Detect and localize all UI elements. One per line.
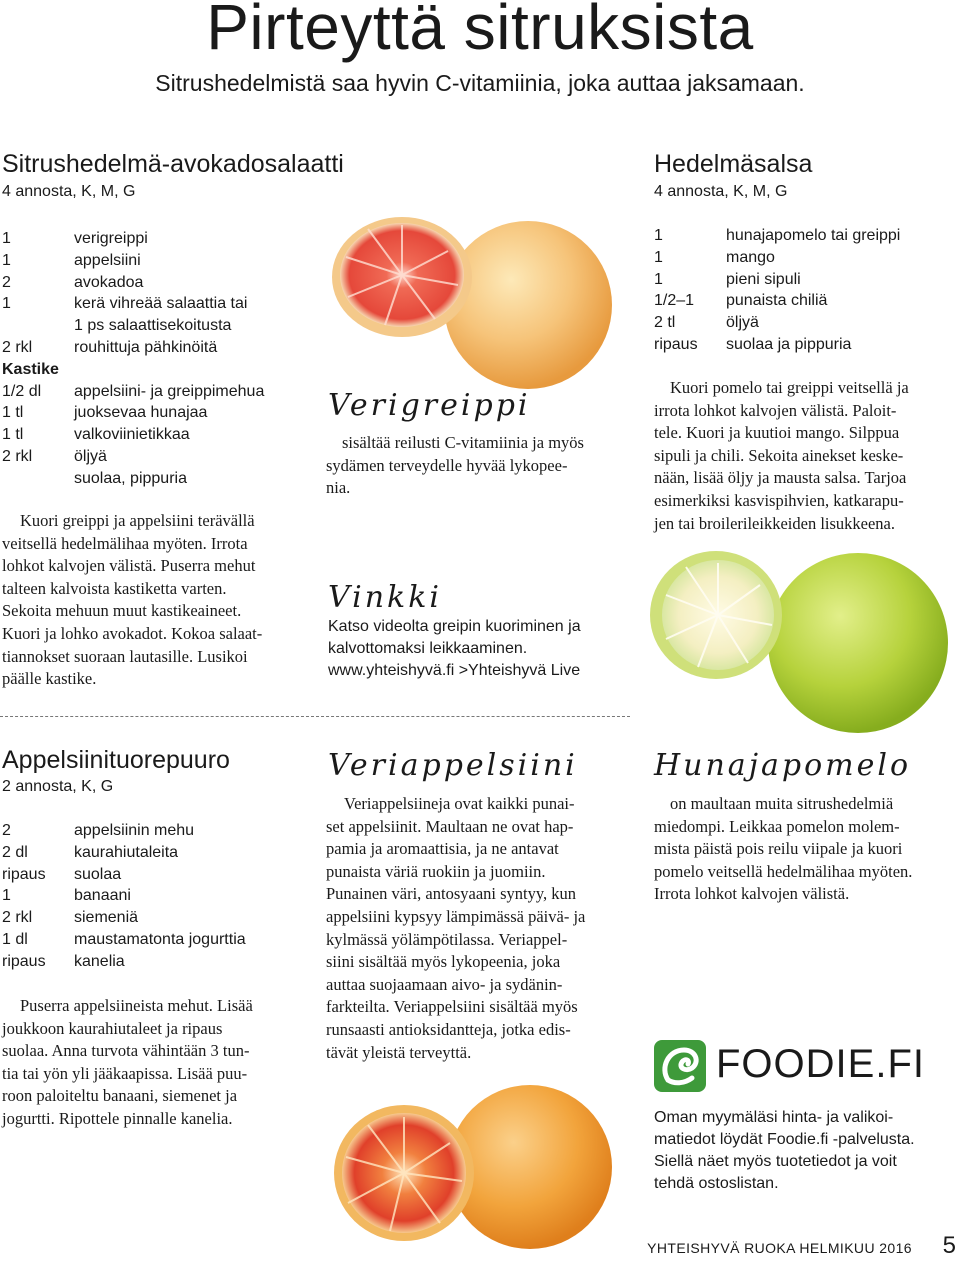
- bloodorange-heading: Veriappelsiini: [328, 748, 578, 783]
- method-line: joukkoon kaurahiutaleet ja ripaus: [2, 1018, 223, 1038]
- ingredient-qty: 1 tl: [2, 426, 24, 444]
- text-line: tehdä ostoslistan.: [654, 1175, 779, 1192]
- text-line: siini sisältää myös lykopeenia, joka: [326, 952, 561, 972]
- ingredient-qty: 2: [2, 273, 11, 291]
- method-line: jogurtti. Ripottele pinnalle kanelia.: [2, 1108, 233, 1128]
- ingredient-row: [2, 468, 312, 490]
- text-line: set appelsiinit. Maultaan ne ovat hap-: [326, 816, 574, 836]
- ingredient-qty: 1: [2, 887, 11, 905]
- ingredient-name: öljyä: [726, 314, 759, 332]
- method-line: Puserra appelsiineista mehut. Lisää: [20, 996, 253, 1015]
- page-number: 5: [942, 1232, 956, 1259]
- ingredient-name: verigreippi: [74, 230, 148, 247]
- text-line: Oman myymäläsi hinta- ja valikoi-: [654, 1109, 894, 1126]
- text-line: punaista väriä ruokiin ja juomiin.: [326, 861, 546, 881]
- method-line: Sekoita mehuun muut kastikeaineet.: [2, 601, 242, 621]
- ingredient-name: kaurahiutaleita: [74, 843, 179, 861]
- text-line: Veriappelsiineja ovat kaikki punai-: [344, 794, 575, 813]
- salsa-meta: 4 annosta, K, M, G: [654, 183, 788, 200]
- whole-pomelo: [768, 553, 948, 733]
- foodie-logo-text: FOODIE.FI: [716, 1042, 925, 1086]
- ingredient-qty: 2 tl: [654, 314, 676, 332]
- ingredient-qty: 1: [2, 230, 11, 247]
- grapefruit-image: [330, 215, 620, 395]
- text-line: pamia ja aromaattisia, ja ne antavat: [326, 839, 559, 859]
- method-line: nään, lisää öljy ja mausta salsa. Tarjoa: [654, 468, 907, 488]
- ingredient-row: [2, 381, 312, 403]
- ingredient-row: [2, 272, 312, 294]
- method-line: tia tai yön yli jääkaapissa. Lisää puu-: [2, 1063, 248, 1083]
- text-line: kalvottomaksi leikkaaminen.: [328, 640, 528, 657]
- foodie-logo-icon: [654, 1040, 706, 1092]
- ingredient-name: kanelia: [74, 952, 125, 970]
- grapefruit-heading: Verigreippi: [328, 388, 531, 423]
- text-line: auttaa suojaamaan aivo- ja sydänin-: [326, 974, 563, 994]
- text-line: nia.: [326, 478, 351, 498]
- ingredient-qty: ripaus: [654, 335, 698, 353]
- foodie-text: [654, 1107, 960, 1195]
- ingredient-name: mango: [726, 248, 775, 266]
- text-line: kylmässä yölämpötilassa. Veriappel-: [326, 929, 568, 949]
- ingredient-name: appelsiinin mehu: [74, 822, 195, 839]
- salad-ingredient-list: [2, 228, 312, 490]
- text-line: on maultaan muita sitrushedelmiä: [670, 794, 894, 813]
- ingredient-row: [2, 929, 312, 951]
- method-line: suolaa. Anna turvota vähintään 3 tun-: [2, 1041, 250, 1061]
- ingredient-qty: 1: [2, 251, 11, 269]
- porridge-title: Appelsiinituorepuuro: [2, 746, 230, 774]
- text-line: matiedot löydät Foodie.fi -palvelusta.: [654, 1131, 915, 1148]
- salad-title: Sitrushedelmä-avokadosalaatti: [2, 150, 344, 178]
- ingredient-qty: 1: [2, 295, 11, 313]
- text-line: sydämen terveydelle hyvää lykopee-: [326, 455, 568, 475]
- porridge-meta: 2 annosta, K, G: [2, 778, 114, 795]
- ingredient-name: 1 ps salaattisekoitusta: [74, 317, 232, 335]
- method-line: päälle kastike.: [2, 669, 97, 689]
- ingredient-row: [2, 228, 312, 250]
- ingredient-name: punaista chiliä: [726, 292, 828, 310]
- section-divider: [0, 716, 630, 717]
- ingredient-name: siemeniä: [74, 909, 139, 927]
- ingredient-row: [654, 290, 954, 312]
- ingredient-qty: 1: [654, 248, 663, 266]
- ingredient-row: [2, 402, 312, 424]
- ingredient-qty: 1: [654, 270, 663, 288]
- ingredient-row: [2, 293, 312, 315]
- method-line: talteen kalvoista kastiketta varten.: [2, 578, 227, 598]
- text-line: Katso videolta greipin kuoriminen ja: [328, 618, 581, 635]
- ingredient-name: maustamatonta jogurttia: [74, 930, 246, 948]
- ingredient-row: [654, 269, 954, 291]
- ingredient-row: [2, 864, 312, 886]
- method-line: irrota lohkot kalvojen välistä. Paloit-: [654, 400, 897, 420]
- ingredient-row: [654, 225, 954, 247]
- ingredient-name: pieni sipuli: [726, 270, 801, 288]
- sauce-header: Kastike: [2, 360, 59, 378]
- ingredient-name: appelsiini: [74, 251, 141, 269]
- ingredient-qty: ripaus: [2, 952, 46, 970]
- ingredient-qty: 2 rkl: [2, 447, 33, 465]
- ingredient-qty: 2: [2, 822, 11, 839]
- salsa-title: Hedelmäsalsa: [654, 150, 813, 178]
- text-line: Irrota lohkot kalvojen välistä.: [654, 884, 850, 904]
- ingredient-qty: 2 dl: [2, 843, 28, 861]
- tip-heading: Vinkki: [328, 580, 443, 615]
- pomelo-image: [648, 545, 960, 735]
- porridge-method: [2, 995, 322, 1131]
- text-line: appelsiini kypsyy lämpimässä päivä- ja: [326, 906, 586, 926]
- pomelo-text: [654, 793, 960, 906]
- ingredient-row: [2, 951, 312, 973]
- text-line: miedompi. Leikkaa pomelon molem-: [654, 816, 900, 836]
- ingredient-row: [2, 250, 312, 272]
- ingredient-row: [2, 424, 312, 446]
- tip-text: [328, 616, 628, 682]
- ingredient-row: [654, 334, 954, 356]
- text-line: mista päistä pois reilu viipale ja kuori: [654, 839, 903, 859]
- method-line: tele. Kuori ja kuutioi mango. Silppua: [654, 423, 900, 443]
- ingredient-name: rouhittuja pähkinöitä: [74, 338, 218, 356]
- salsa-method: [654, 377, 960, 535]
- porridge-ingredient-list: [2, 820, 312, 973]
- method-line: Kuori greippi ja appelsiini terävällä: [20, 511, 255, 530]
- ingredient-name: valkoviinietikkaa: [74, 426, 190, 444]
- bloodorange-image: [330, 1075, 620, 1255]
- ingredient-name: suolaa: [74, 865, 122, 883]
- ingredient-row: [2, 820, 312, 842]
- method-line: tiannokset suoraan lautasille. Lusikoi: [2, 646, 248, 666]
- method-line: esimerkiksi kasvispihvien, katkarapu-: [654, 490, 904, 510]
- grapefruit-text: [326, 432, 626, 500]
- ingredient-name: hunajapomelo tai greippi: [726, 227, 901, 244]
- ingredient-qty: [2, 468, 74, 490]
- method-line: veitsellä hedelmälihaa myöten. Irrota: [2, 533, 248, 553]
- whole-grapefruit: [444, 221, 612, 389]
- publication-footer: YHTEISHYVÄ RUOKA HELMIKUU 2016: [647, 1240, 912, 1256]
- method-line: roon paloiteltu banaani, siemenet ja: [2, 1086, 238, 1106]
- text-line: farkteilta. Veriappelsiini sisältää myös: [326, 997, 578, 1017]
- method-line: Kuori ja lohko avokadot. Kokoa salaat-: [2, 623, 263, 643]
- ingredient-name: suolaa, pippuria: [74, 469, 187, 487]
- tip-link[interactable]: www.yhteishyvä.fi >Yhteishyvä Live: [328, 662, 581, 679]
- pomelo-heading: Hunajapomelo: [654, 748, 912, 783]
- ingredient-name: banaani: [74, 887, 131, 905]
- salad-meta: 4 annosta, K, M, G: [2, 183, 136, 200]
- ingredient-row: [2, 315, 312, 337]
- ingredient-qty: 1/2 dl: [2, 382, 42, 400]
- ingredient-name: öljyä: [74, 447, 107, 465]
- text-line: Siellä näet myös tuotetiedot ja voit: [654, 1153, 897, 1170]
- text-line: Punainen väri, antosyaani syntyy, kun: [326, 884, 577, 904]
- ingredient-name: suolaa ja pippuria: [726, 335, 852, 353]
- ingredient-qty: 1 tl: [2, 404, 24, 422]
- ingredient-row: [654, 247, 954, 269]
- ingredient-name: appelsiini- ja greippimehua: [74, 382, 265, 400]
- method-line: lohkot kalvojen välistä. Puserra mehut: [2, 556, 256, 576]
- salad-method: [2, 510, 322, 691]
- ingredient-qty: ripaus: [2, 865, 46, 883]
- ingredient-name: kerä vihreää salaattia tai: [74, 295, 248, 313]
- text-line: pomelo veitsellä hedelmälihaa myöten.: [654, 861, 913, 881]
- ingredient-row: [2, 885, 312, 907]
- text-line: tävät yleistä terveyttä.: [326, 1042, 472, 1062]
- method-line: jen tai broilerileikkeiden lisukkeena.: [654, 513, 895, 533]
- ingredient-row: [2, 446, 312, 468]
- method-line: Kuori pomelo tai greippi veitsellä ja: [670, 378, 909, 397]
- text-line: runsaasti antioksidantteja, jotka edis-: [326, 1019, 571, 1039]
- ingredient-row: [2, 337, 312, 359]
- ingredient-qty: 1: [654, 227, 663, 244]
- ingredient-row: [654, 312, 954, 334]
- page-subtitle: Sitrushedelmistä saa hyvin C-vitamiinia, joka auttaa jaksamaan.: [155, 70, 805, 96]
- ingredient-row: [2, 842, 312, 864]
- text-line: sisältää reilusti C-vitamiinia ja myös: [342, 433, 584, 452]
- ingredient-name: avokadoa: [74, 273, 144, 291]
- ingredient-name: juoksevaa hunajaa: [74, 404, 208, 422]
- ingredient-qty: 1/2–1: [654, 292, 695, 310]
- salsa-ingredient-list: [654, 225, 954, 356]
- ingredient-row: [2, 907, 312, 929]
- bloodorange-text: [326, 793, 636, 1064]
- page-title: Pirteyttä sitruksista: [206, 0, 754, 63]
- ingredient-qty: 2 rkl: [2, 909, 33, 927]
- ingredient-qty: 2 rkl: [2, 338, 33, 356]
- ingredient-qty: [2, 315, 74, 337]
- method-line: sipuli ja chili. Sekoita ainekset keske-: [654, 445, 904, 465]
- ingredient-qty: 1 dl: [2, 930, 28, 948]
